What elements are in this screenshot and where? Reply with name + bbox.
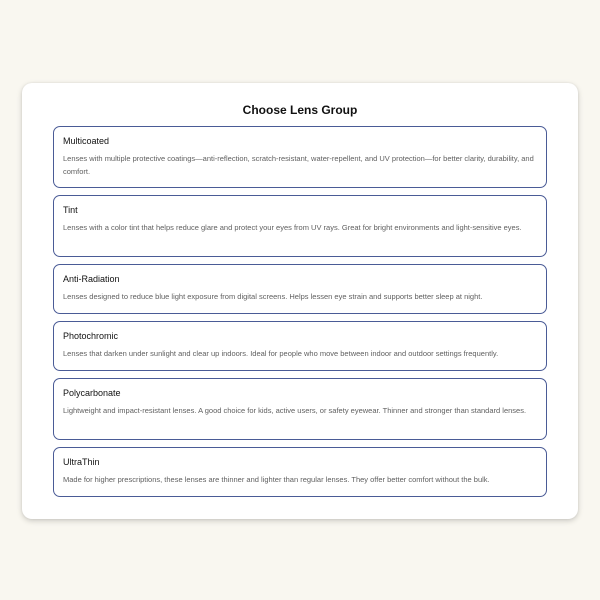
panel-title: Choose Lens Group [242,103,358,117]
lens-option-title: Anti-Radiation [63,274,120,284]
lens-option-description: Made for higher prescriptions, these lenses are thinner and lighter than regular lenses. They offer better comfort without the bulk. [63,475,490,484]
lens-option-title: UltraThin [63,457,100,467]
lens-option-title: Tint [63,205,78,215]
lens-option-description: Lightweight and impact-resistant lenses. A good choice for kids, active users, or safety eyewear. Thinner and stronger than standard lenses. [63,406,527,415]
lens-option-multicoated[interactable] [53,126,547,188]
lens-option-ultrathin[interactable] [53,447,547,497]
lens-option-list [53,126,547,497]
lens-group-panel [22,83,578,519]
lens-option-description: Lenses that darken under sunlight and clear up indoors. Ideal for people who move between indoor and outdoor settings frequently. [63,349,499,358]
lens-option-tint[interactable] [53,195,547,257]
lens-option-description: Lenses designed to reduce blue light exposure from digital screens. Helps lessen eye strain and supports better sleep at night. [63,292,483,301]
lens-option-title: Polycarbonate [63,388,121,398]
lens-option-anti-radiation[interactable] [53,264,547,314]
lens-option-title: Multicoated [63,136,110,146]
lens-option-photochromic[interactable] [53,321,547,371]
lens-option-description: Lenses with multiple protective coatings—anti-reflection, scratch-resistant, water-repellent, and UV protection—for better clarity, durability, and comfort. [63,154,534,176]
lens-option-polycarbonate[interactable] [53,378,547,440]
lens-option-title: Photochromic [63,331,119,341]
lens-option-description: Lenses with a color tint that helps reduce glare and protect your eyes from UV rays. Great for bright environments and light-sensitive eyes. [63,223,522,232]
